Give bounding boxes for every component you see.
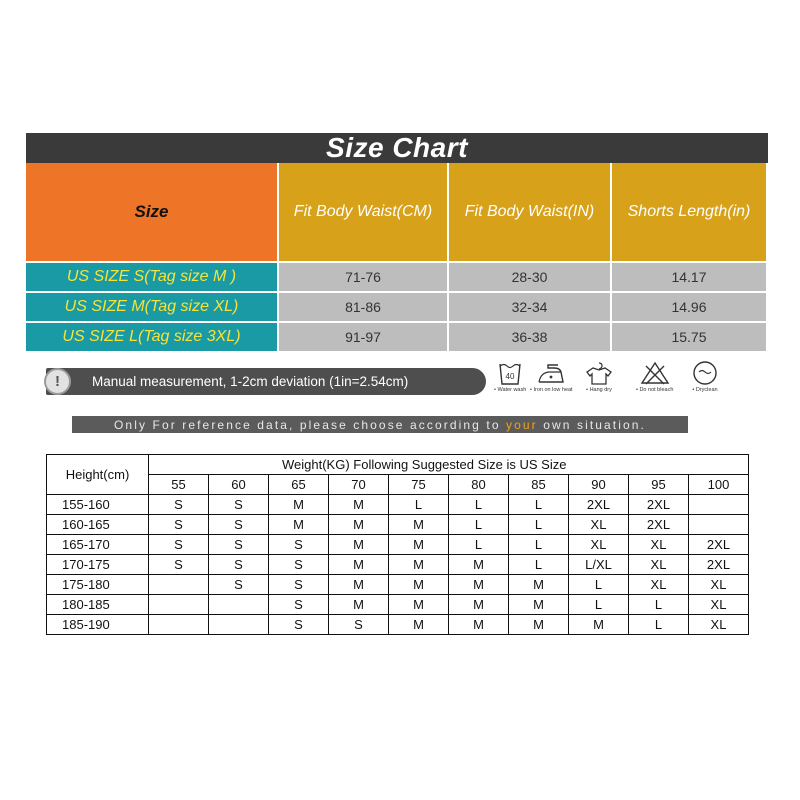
size-cell: 2XL (629, 515, 689, 535)
shorts-length-value: 14.17 (612, 263, 768, 293)
waist-cm-value: 71-76 (279, 263, 449, 293)
do-not-bleach-icon (640, 360, 670, 386)
size-cell: M (509, 615, 569, 635)
size-cell: S (209, 575, 269, 595)
weight-header-cell: 90 (569, 475, 629, 495)
height-range-cell: 185-190 (47, 615, 149, 635)
size-cell: L (629, 595, 689, 615)
size-cell: S (209, 555, 269, 575)
size-cell: L (569, 595, 629, 615)
weight-header-cell: 65 (269, 475, 329, 495)
size-cell: M (329, 515, 389, 535)
weight-header-cell: 70 (329, 475, 389, 495)
size-cell (149, 615, 209, 635)
table-row (47, 555, 749, 575)
waist-in-value: 28-30 (449, 263, 612, 293)
size-cell: M (389, 515, 449, 535)
size-cell: XL (689, 615, 749, 635)
size-cell: M (329, 495, 389, 515)
table-row (47, 495, 749, 515)
size-cell: M (449, 555, 509, 575)
size-cell: L (449, 515, 509, 535)
size-cell: S (149, 515, 209, 535)
care-hang-dry (584, 360, 614, 393)
size-cell: M (389, 615, 449, 635)
size-cell: S (269, 555, 329, 575)
size-cell: M (509, 595, 569, 615)
hang-dry-icon (584, 360, 614, 386)
waist-cm-value: 91-97 (279, 323, 449, 353)
header-shorts-length: Shorts Length(in) (612, 163, 768, 263)
size-cell: M (569, 615, 629, 635)
header-waist-cm: Fit Body Waist(CM) (279, 163, 449, 263)
size-cell: S (269, 575, 329, 595)
size-cell: S (149, 495, 209, 515)
size-cell: M (389, 555, 449, 575)
size-cell: S (149, 555, 209, 575)
size-cell: M (449, 595, 509, 615)
weight-header-cell: 85 (509, 475, 569, 495)
size-cell: M (329, 595, 389, 615)
header-size: Size (26, 163, 279, 263)
size-cell: M (509, 575, 569, 595)
size-cell: S (269, 595, 329, 615)
size-cell: M (389, 595, 449, 615)
care-dryclean (692, 360, 718, 393)
waist-in-value: 36-38 (449, 323, 612, 353)
size-cell: M (389, 575, 449, 595)
size-cell: 2XL (569, 495, 629, 515)
shorts-length-value: 14.96 (612, 293, 768, 323)
weight-header-cell: 95 (629, 475, 689, 495)
size-cell: XL (689, 595, 749, 615)
exclamation-icon: ! (44, 368, 71, 395)
dryclean-icon (692, 360, 718, 386)
reference-notice-text (114, 418, 646, 432)
size-cell: S (209, 515, 269, 535)
care-label: • Hang dry (586, 387, 612, 393)
size-cell (149, 595, 209, 615)
weight-header-cell: 60 (209, 475, 269, 495)
size-row-s (26, 263, 768, 293)
size-cell: XL (629, 555, 689, 575)
size-cell: M (449, 615, 509, 635)
size-chart-title-bar (26, 133, 768, 163)
size-chart-title: Size Chart (326, 132, 468, 163)
reference-text-before: Only For reference data, please choose according to (114, 417, 507, 432)
care-label: • Do not bleach (636, 387, 674, 393)
size-cell: L/XL (569, 555, 629, 575)
size-cell: M (329, 555, 389, 575)
size-cell (689, 495, 749, 515)
measurement-note-text: Manual measurement, 1-2cm deviation (1in=2.54cm) (92, 374, 409, 389)
size-cell: XL (629, 535, 689, 555)
size-chart-table (26, 163, 768, 353)
table-row (47, 515, 749, 535)
size-cell: L (449, 535, 509, 555)
size-label: US SIZE S(Tag size M ) (26, 263, 279, 293)
height-column-header: Height(cm) (47, 455, 149, 495)
care-label: • Dryclean (692, 387, 718, 393)
size-cell: M (389, 535, 449, 555)
care-label: • Water wash (494, 387, 527, 393)
header-waist-in: Fit Body Waist(IN) (449, 163, 612, 263)
weight-height-size-table (46, 454, 749, 635)
size-cell: L (509, 495, 569, 515)
size-cell: 2XL (689, 555, 749, 575)
size-chart-header-row (26, 163, 768, 263)
size-cell (209, 615, 269, 635)
table-row (47, 615, 749, 635)
size-cell: 2XL (689, 535, 749, 555)
size-cell (209, 595, 269, 615)
waist-cm-value: 81-86 (279, 293, 449, 323)
size-cell: L (389, 495, 449, 515)
care-do-not-bleach (636, 360, 673, 393)
size-cell: L (509, 515, 569, 535)
weight-values-row (47, 475, 749, 495)
size-cell (149, 575, 209, 595)
weight-header-cell: 75 (389, 475, 449, 495)
size-cell: L (569, 575, 629, 595)
svg-text:40: 40 (505, 372, 515, 381)
weight-title-row (47, 455, 749, 475)
size-cell: XL (569, 535, 629, 555)
reference-text-highlight: your (506, 417, 538, 432)
height-range-cell: 165-170 (47, 535, 149, 555)
measurement-note (46, 368, 486, 395)
size-cell: S (209, 495, 269, 515)
weight-header-cell: 80 (449, 475, 509, 495)
table-row (47, 535, 749, 555)
care-water-wash (494, 360, 526, 393)
size-cell: S (269, 615, 329, 635)
water-wash-icon (498, 360, 522, 386)
care-iron-low-heat (530, 360, 573, 393)
size-cell: XL (629, 575, 689, 595)
size-cell: M (269, 495, 329, 515)
size-cell: 2XL (629, 495, 689, 515)
size-cell: S (149, 535, 209, 555)
size-cell: M (329, 535, 389, 555)
reference-notice-bar (72, 416, 688, 433)
height-range-cell: 155-160 (47, 495, 149, 515)
size-cell: M (449, 575, 509, 595)
weight-header-cell: 55 (149, 475, 209, 495)
table-row (47, 595, 749, 615)
size-cell: L (449, 495, 509, 515)
size-row-m (26, 293, 768, 323)
waist-in-value: 32-34 (449, 293, 612, 323)
size-cell: L (509, 555, 569, 575)
size-cell: XL (689, 575, 749, 595)
height-range-cell: 180-185 (47, 595, 149, 615)
shorts-length-value: 15.75 (612, 323, 768, 353)
size-cell: M (329, 575, 389, 595)
size-cell (689, 515, 749, 535)
size-label: US SIZE L(Tag size 3XL) (26, 323, 279, 353)
size-cell: L (629, 615, 689, 635)
table-row (47, 575, 749, 595)
weight-header-cell: 100 (689, 475, 749, 495)
size-label: US SIZE M(Tag size XL) (26, 293, 279, 323)
height-range-cell: 160-165 (47, 515, 149, 535)
height-range-cell: 170-175 (47, 555, 149, 575)
size-cell: XL (569, 515, 629, 535)
iron-low-heat-icon (536, 360, 566, 386)
reference-text-after: own situation. (537, 417, 646, 432)
size-cell: S (329, 615, 389, 635)
size-cell: S (269, 535, 329, 555)
size-cell: S (209, 535, 269, 555)
weight-header: Weight(KG) Following Suggested Size is US Size (149, 455, 749, 475)
height-range-cell: 175-180 (47, 575, 149, 595)
size-cell: M (269, 515, 329, 535)
care-label: • Iron on low heat (530, 387, 573, 393)
size-cell: L (509, 535, 569, 555)
size-row-l (26, 323, 768, 353)
